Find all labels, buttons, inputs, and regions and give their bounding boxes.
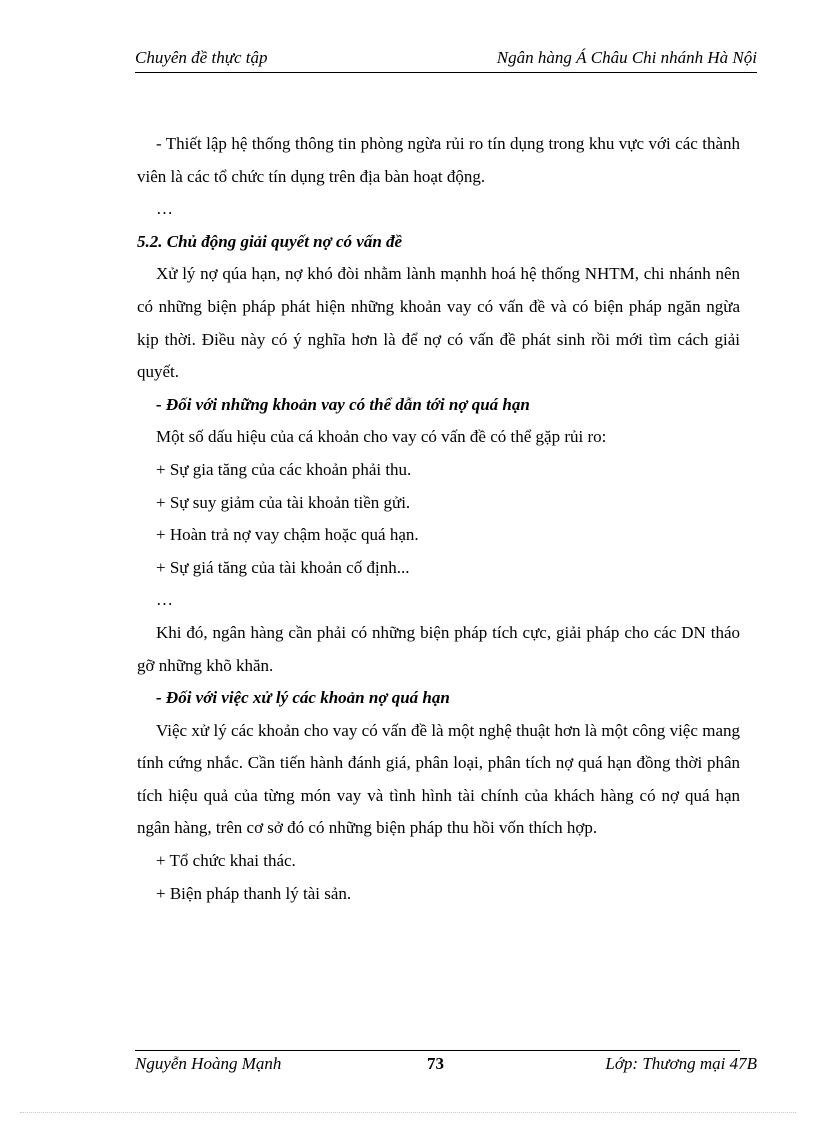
- page-body: [137, 128, 740, 910]
- paragraph-info-system: - Thiết lập hệ thống thông tin phòng ngừa rủi ro tín dụng trong khu vực với các thành viên là các tổ chức tín dụng trên địa bàn hoạt động.: [137, 134, 740, 186]
- subheading-overdue-risk: - Đối với những khoản vay có thể dẫn tới nợ quá hạn: [156, 394, 530, 414]
- list-item: + Biện pháp thanh lý tài sản.: [156, 883, 352, 903]
- paragraph-handling: Việc xử lý các khoản cho vay có vấn đề là một nghệ thuật hơn là một công việc mang tính cứng nhắc. Cần tiến hành đánh giá, phân loại, phân tích nợ quá hạn đồng thời phân tích hiệu quả của từng món vay và tình hình tài chính của khách hàng có nợ quá hạn ngân hàng, trên cơ sở đó có những biện pháp thu hồi vốn thích hợp.: [137, 720, 740, 838]
- footer-divider: [135, 1050, 740, 1051]
- header-right: Ngân hàng Á Châu Chi nhánh Hà Nội: [496, 48, 757, 67]
- paragraph-signs: Một số dấu hiệu của cá khoản cho vay có vấn đề có thể gặp rủi ro:: [156, 427, 607, 447]
- list-item: + Sự gia tăng của các khoản phải thu.: [156, 459, 412, 479]
- page-bottom-border: [20, 1112, 796, 1113]
- paragraph-measures: Khi đó, ngân hàng cần phải có những biện pháp tích cực, giải pháp cho các DN tháo gỡ những khõ khăn.: [137, 622, 740, 675]
- footer-author: Nguyễn Hoàng Mạnh: [135, 1054, 282, 1073]
- page-number: 73: [427, 1054, 444, 1073]
- header-divider: [135, 72, 757, 73]
- list-item: + Hoàn trả nợ vay chậm hoặc quá hạn.: [156, 525, 419, 545]
- ellipsis: …: [156, 199, 173, 219]
- subheading-overdue-handling: - Đối với việc xử lý các khoản nợ quá hạn: [156, 688, 450, 708]
- footer-class: Lớp: Thương mại 47B: [605, 1054, 757, 1073]
- list-item: + Tổ chức khai thác.: [156, 851, 296, 871]
- list-item: + Sự suy giảm của tài khoản tiền gửi.: [156, 492, 411, 512]
- section-heading: 5.2. Chủ động giải quyết nợ có vấn đề: [137, 231, 403, 251]
- page-header: [135, 48, 757, 68]
- header-left: Chuyên đề thực tập: [135, 48, 268, 67]
- list-item: + Sự giá tăng của tài khoản cố định...: [156, 557, 410, 577]
- ellipsis: …: [156, 590, 173, 610]
- paragraph-bad-debt: Xử lý nợ qúa hạn, nợ khó đòi nhằm lành mạnhh hoá hệ thống NHTM, chi nhánh nên có những biện pháp phát hiện những khoản vay có vấn đề và có biện pháp ngăn ngừa kịp thời. Điều này có ý nghĩa hơn là để nợ có vấn đề phát sinh rồi mới tìm cách giải quyết.: [137, 264, 740, 382]
